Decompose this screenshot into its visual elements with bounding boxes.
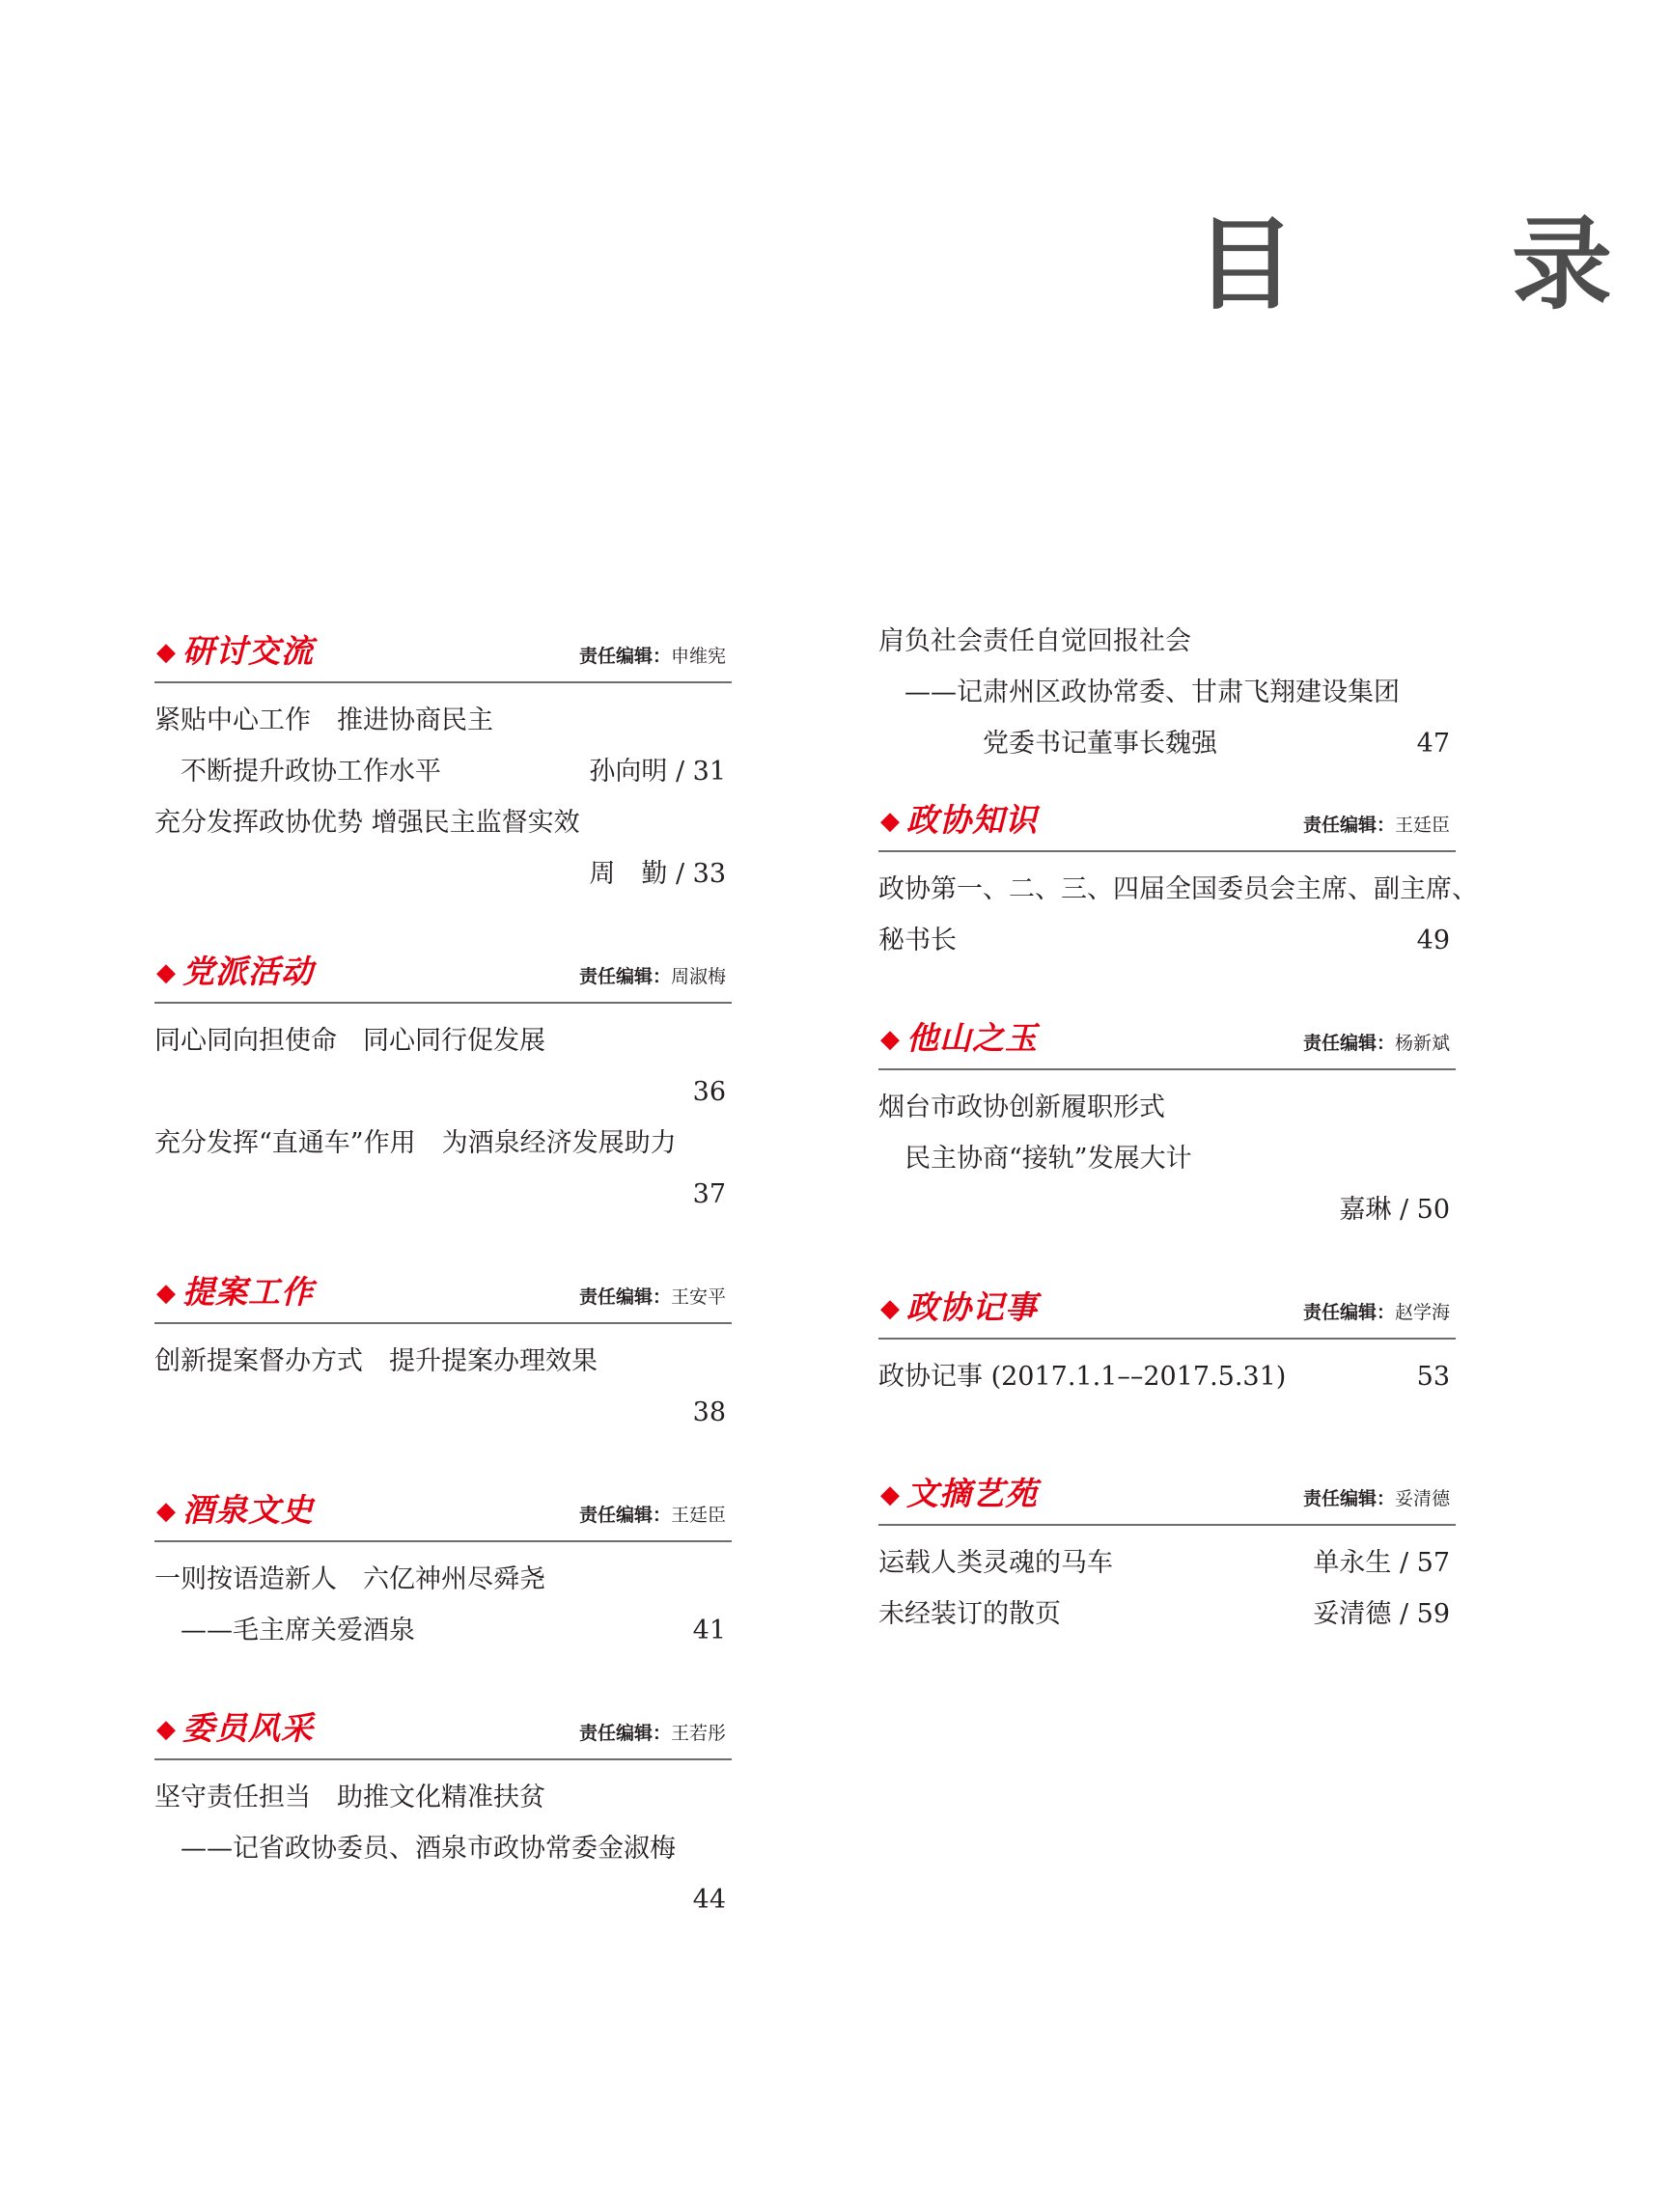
section-header: [154, 938, 732, 1004]
section-title: [880, 1469, 1038, 1514]
editor-name: 王若彤: [670, 1723, 726, 1744]
toc-entry-line[interactable]: [878, 864, 1478, 915]
toc-entry-line[interactable]: [878, 1537, 1456, 1589]
toc-entry-line[interactable]: [878, 616, 1456, 667]
section-title-text: 委员风采: [182, 1709, 314, 1747]
section-entries: [878, 1340, 1456, 1402]
editor-label: 责任编辑：: [578, 1505, 671, 1526]
editor-label: 责任编辑：: [1302, 815, 1395, 836]
editor-name: 妥清德: [1394, 1488, 1450, 1509]
toc-section: [154, 1258, 732, 1438]
toc-section: [154, 1477, 732, 1656]
entry-page: 41: [692, 1616, 726, 1645]
section-header: [154, 1258, 732, 1324]
toc-entry-line[interactable]: [154, 1387, 732, 1438]
entry-page: 单永生 / 57: [1313, 1548, 1450, 1578]
section-entries: [878, 852, 1478, 966]
editor-label: 责任编辑：: [578, 1723, 671, 1744]
entry-title: 一则按语造新人 六亿神州尽舜尧: [154, 1564, 545, 1594]
entry-page: 38: [692, 1397, 726, 1427]
section-title: [880, 795, 1038, 841]
section-entries: [154, 1324, 732, 1438]
entry-page: 36: [692, 1077, 726, 1107]
editor-name: 申维宪: [670, 646, 726, 667]
diamond-icon: ◆: [880, 1025, 901, 1054]
section-entries: [878, 1526, 1456, 1640]
editor-name: 王廷臣: [1394, 815, 1450, 836]
entry-page: 妥清德 / 59: [1313, 1599, 1450, 1629]
editor-name: 赵学海: [1394, 1302, 1450, 1323]
section-title: [156, 626, 314, 672]
section-title-text: 提案工作: [182, 1273, 314, 1311]
toc-section: [878, 1274, 1456, 1402]
section-editor: [1303, 1029, 1450, 1055]
section-entries: [154, 1004, 732, 1220]
toc-left-column: [154, 618, 732, 1925]
entry-title: 创新提案督办方式 提升提案办理效果: [154, 1346, 598, 1376]
toc-entry-line[interactable]: [878, 1082, 1456, 1133]
section-title: [156, 1703, 314, 1749]
section-header: [878, 1005, 1456, 1070]
entry-page: 孙向明 / 31: [589, 757, 726, 787]
entry-title: 民主协商“接轨”发展大计: [905, 1144, 1192, 1174]
section-header: [878, 787, 1456, 852]
section-title-text: 政协知识: [906, 801, 1038, 839]
toc-entry-line[interactable]: [878, 718, 1456, 769]
diamond-icon: ◆: [156, 1715, 177, 1744]
editor-name: 杨新斌: [1394, 1033, 1450, 1054]
toc-entry-line[interactable]: [154, 1772, 732, 1823]
section-title-text: 酒泉文史: [182, 1491, 314, 1529]
toc-section: [154, 1695, 732, 1925]
entry-title: 肩负社会责任自觉回报社会: [878, 626, 1191, 656]
entry-page: 37: [692, 1179, 726, 1209]
section-entries: [154, 683, 732, 899]
section-header: [154, 1477, 732, 1542]
toc-entry-line[interactable]: [154, 1118, 732, 1169]
diamond-icon: ◆: [156, 1497, 177, 1526]
section-editor: [1303, 1298, 1450, 1324]
section-header: [154, 618, 732, 683]
toc-section: [878, 787, 1478, 966]
toc-entry-line[interactable]: [154, 1823, 732, 1874]
section-title-text: 党派活动: [182, 953, 314, 990]
toc-entry-line[interactable]: [878, 1133, 1456, 1184]
editor-name: 王安平: [670, 1286, 726, 1308]
entry-title: 充分发挥“直通车”作用 为酒泉经济发展助力: [154, 1128, 677, 1158]
toc-entry-line[interactable]: [154, 1169, 732, 1220]
section-title: [880, 1283, 1038, 1328]
section-title-text: 政协记事: [906, 1288, 1038, 1326]
toc-entry-line[interactable]: [154, 797, 732, 848]
toc-entry-line[interactable]: [878, 915, 1456, 966]
toc-entry-line[interactable]: [154, 1554, 732, 1605]
entry-title: 党委书记董事长魏强: [983, 729, 1217, 759]
section-editor: [579, 1283, 726, 1309]
toc-entry-line[interactable]: [154, 1015, 732, 1066]
diamond-icon: ◆: [156, 638, 177, 667]
section-editor: [579, 962, 726, 988]
toc-entry-line[interactable]: [154, 1605, 732, 1656]
editor-name: 王廷臣: [670, 1505, 726, 1526]
entry-page: 53: [1416, 1362, 1450, 1392]
toc-entry-line[interactable]: [154, 695, 732, 746]
toc-section: [878, 1460, 1456, 1640]
entry-title: 紧贴中心工作 推进协商民主: [154, 705, 493, 735]
editor-label: 责任编辑：: [1302, 1488, 1395, 1509]
editor-name: 周淑梅: [670, 966, 726, 987]
section-editor: [1303, 811, 1450, 837]
section-title-text: 研讨交流: [182, 632, 314, 670]
diamond-icon: ◆: [880, 1294, 901, 1323]
entry-page: 47: [1416, 729, 1450, 759]
toc-entry-line[interactable]: [878, 1589, 1456, 1640]
editor-label: 责任编辑：: [578, 1286, 671, 1308]
entry-title: 运载人类灵魂的马车: [878, 1548, 1113, 1578]
toc-section: [878, 1005, 1456, 1235]
toc-entry-line[interactable]: [154, 848, 732, 899]
section-title: [156, 1485, 314, 1531]
section-editor: [579, 1719, 726, 1745]
toc-entry-line[interactable]: [154, 1874, 732, 1925]
entry-page: 周 勤 / 33: [589, 859, 726, 889]
entry-title: 充分发挥政协优势 增强民主监督实效: [154, 808, 580, 838]
entry-page: 44: [692, 1885, 726, 1915]
entry-title: ——毛主席关爱酒泉: [181, 1616, 415, 1645]
section-title-text: 他山之玉: [906, 1019, 1038, 1057]
diamond-icon: ◆: [880, 1480, 901, 1509]
entry-title: 不断提升政协工作水平: [181, 757, 441, 787]
entry-page: 49: [1416, 926, 1450, 955]
entry-page: 嘉琳 / 50: [1339, 1195, 1450, 1225]
section-title-text: 文摘艺苑: [906, 1475, 1038, 1512]
toc-right-column: [878, 616, 1478, 1640]
section-header: [878, 1460, 1456, 1526]
section-editor: [579, 642, 726, 668]
toc-section: [154, 618, 732, 899]
editor-label: 责任编辑：: [1302, 1302, 1395, 1323]
entry-title: ——记省政协委员、酒泉市政协常委金淑梅: [181, 1834, 676, 1864]
section-editor: [579, 1501, 726, 1527]
toc-entry-line[interactable]: [154, 1066, 732, 1118]
entry-title: 政协第一、二、三、四届全国委员会主席、副主席、: [878, 874, 1478, 904]
page-title: 目 录: [1195, 206, 1670, 323]
toc-entry-line[interactable]: [878, 1351, 1456, 1402]
diamond-icon: ◆: [156, 958, 177, 987]
section-title: [880, 1013, 1038, 1059]
section-title: [156, 1267, 314, 1313]
entry-title: 同心同向担使命 同心同行促发展: [154, 1026, 545, 1056]
entry-title: 烟台市政协创新履职形式: [878, 1092, 1165, 1122]
entry-title: 秘书长: [878, 926, 957, 955]
entry-title: 未经装订的散页: [878, 1599, 1061, 1629]
section-title: [156, 947, 314, 992]
section-editor: [1303, 1484, 1450, 1510]
section-entries: [878, 1070, 1456, 1235]
continued-entries: [878, 616, 1456, 769]
entry-title: 政协记事 (2017.1.1––2017.5.31): [878, 1362, 1287, 1392]
entry-title: 坚守责任担当 助推文化精准扶贫: [154, 1783, 545, 1812]
diamond-icon: ◆: [880, 807, 901, 836]
editor-label: 责任编辑：: [578, 646, 671, 667]
toc-section: [154, 938, 732, 1220]
section-entries: [154, 1760, 732, 1925]
toc-entry-line[interactable]: [154, 746, 732, 797]
entry-title: ——记肃州区政协常委、甘肃飞翔建设集团: [905, 677, 1400, 707]
diamond-icon: ◆: [156, 1279, 177, 1308]
toc-entry-line[interactable]: [878, 667, 1456, 718]
toc-entry-line[interactable]: [154, 1336, 732, 1387]
section-header: [878, 1274, 1456, 1340]
toc-entry-line[interactable]: [878, 1184, 1456, 1235]
editor-label: 责任编辑：: [1302, 1033, 1395, 1054]
section-header: [154, 1695, 732, 1760]
section-entries: [154, 1542, 732, 1656]
editor-label: 责任编辑：: [578, 966, 671, 987]
